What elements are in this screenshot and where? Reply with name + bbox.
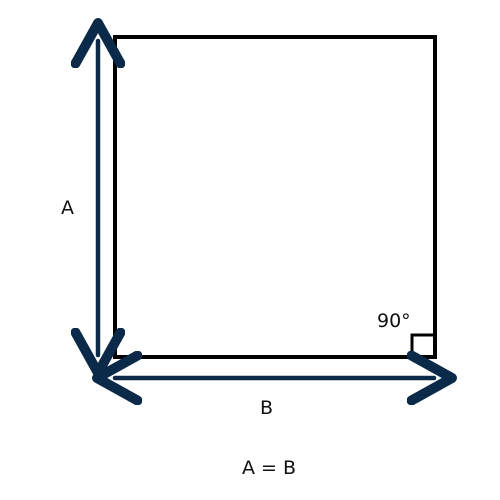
- square-outline: [115, 37, 435, 357]
- side-a-label: A: [61, 197, 74, 219]
- right-angle-label: 90°: [377, 310, 411, 332]
- side-equality-equation: A = B: [242, 457, 297, 479]
- side-b-label: B: [260, 397, 274, 419]
- right-angle-marker: [412, 335, 435, 357]
